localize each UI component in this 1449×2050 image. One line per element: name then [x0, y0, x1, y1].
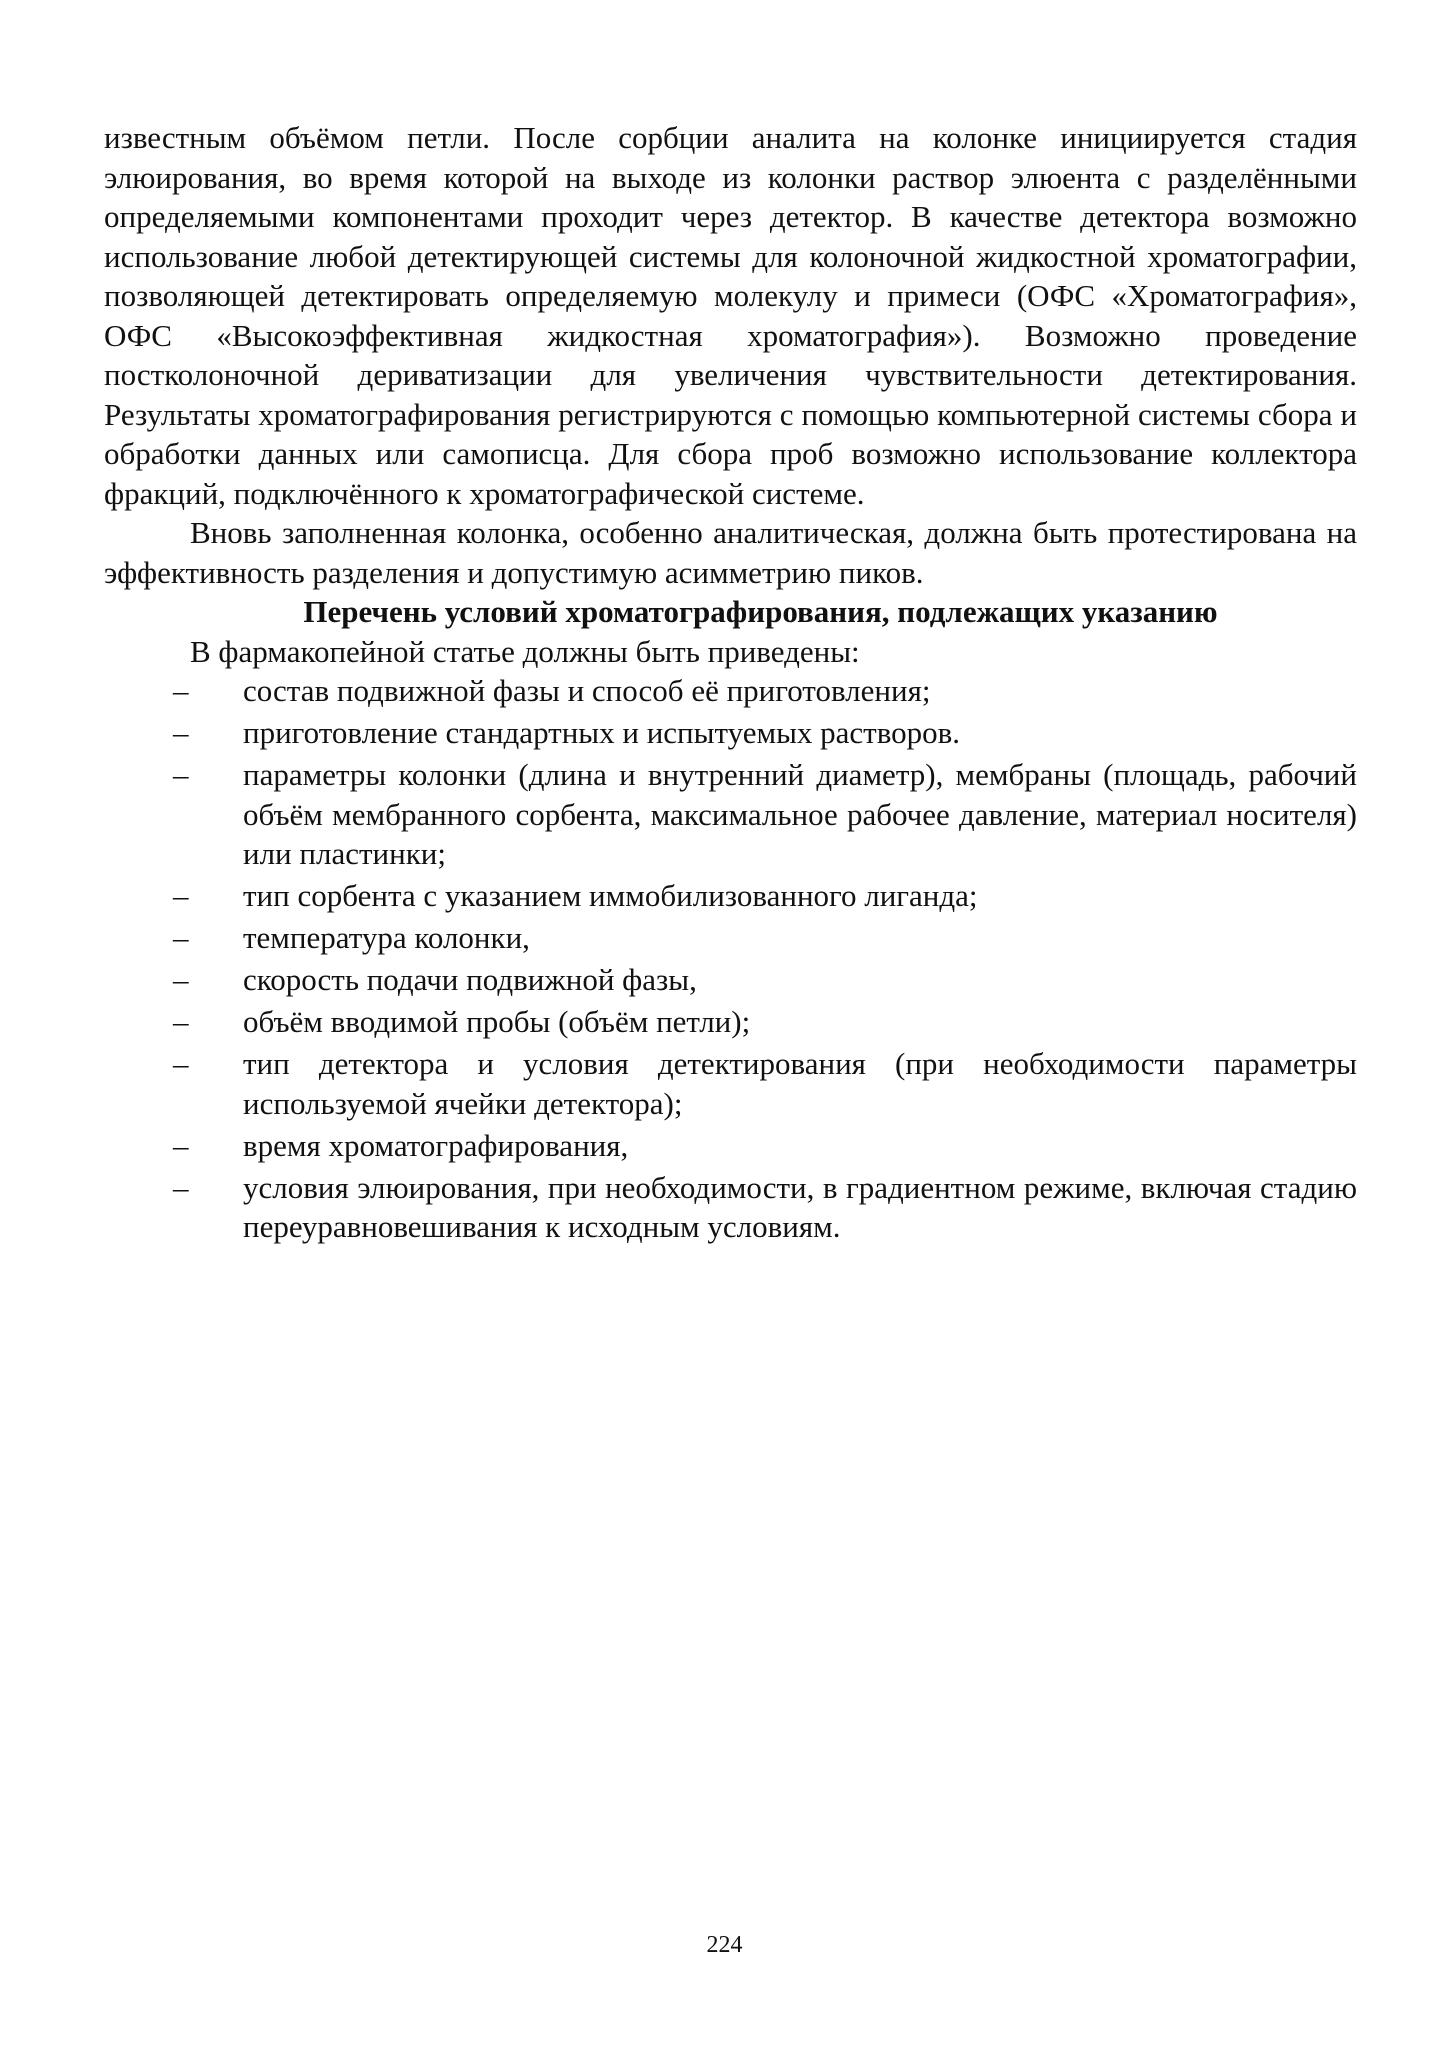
- dash-bullet: –: [173, 1169, 189, 1205]
- list-item: [104, 713, 1357, 753]
- dash-bullet: –: [173, 920, 189, 955]
- list-item: [104, 876, 1357, 916]
- list-item-text: состав подвижной фазы и способ её приготовления;: [243, 673, 931, 708]
- list-item-text: тип детектора и условия детектирования (при необходимости параметры используемой ячейки детектора);: [243, 1046, 1357, 1121]
- list-item-text: объём вводимой пробы (объём петли);: [243, 1004, 751, 1039]
- list-item-text: время хроматографирования,: [243, 1127, 629, 1163]
- list-item-text: параметры колонки (длина и внутренний диаметр), мембраны (площадь, рабочий объём мембранного сорбента, максимальное рабочее давление, материал носителя) или пластинки;: [243, 757, 1357, 871]
- dash-bullet: –: [173, 1127, 189, 1163]
- list-item: [104, 1044, 1357, 1123]
- conditions-list: [104, 671, 1357, 1247]
- list-item: [104, 1126, 1357, 1166]
- paragraph-column-testing: Вновь заполненная колонка, особенно аналитическая, должна быть протестирована на эффективность разделения и допустимую асимметрию пиков.: [104, 515, 1357, 590]
- paragraph-elution: известным объёмом петли. После сорбции аналита на колонке инициируется стадия элюирования, во время которой на выходе из колонки раствор элюента с разделёнными определяемыми компонентами проходит через детектор. В качестве детектора возможно использование любой детектирующей системы для колоночной жидкостной хроматографии, позволяющей детектировать определяемую молекулу и примеси (ОФС «Хроматография», ОФС «Высокоэффективная жидкостная хроматография»). Возможно проведение постколоночной дериватизации для увеличения чувствительности детектирования. Результаты хроматографирования регистрируются с помощью компьютерной системы сбора и обработки данных или самописца. Для сбора проб возможно использование коллектора фракций, подключённого к хроматографической системе.: [104, 120, 1357, 511]
- section-heading: Перечень условий хроматографирования, подлежащих указанию: [303, 594, 1218, 629]
- list-item: [104, 1002, 1357, 1042]
- list-item-text: температура колонки,: [243, 920, 530, 955]
- list-item-text: тип сорбента с указанием иммобилизованного лиганда;: [243, 878, 978, 913]
- dash-bullet: –: [173, 715, 189, 750]
- list-item: [104, 755, 1357, 874]
- list-item: [104, 960, 1357, 1000]
- list-item: [104, 1168, 1357, 1247]
- list-item-text: приготовление стандартных и испытуемых растворов.: [243, 715, 961, 750]
- list-item: [104, 671, 1357, 711]
- list-intro: В фармакопейной статье должны быть приведены:: [190, 633, 860, 669]
- dash-bullet: –: [173, 962, 189, 997]
- list-item: [104, 918, 1357, 958]
- dash-bullet: –: [173, 1046, 189, 1081]
- document-page: [104, 118, 1357, 1249]
- dash-bullet: –: [173, 757, 189, 792]
- dash-bullet: –: [173, 878, 189, 913]
- list-item-text: скорость подачи подвижной фазы,: [243, 962, 697, 997]
- list-item-text: условия элюирования, при необходимости, в градиентном режиме, включая стадию переуравновешивания к исходным условиям.: [243, 1169, 1357, 1244]
- page-number: 224: [706, 1932, 743, 1958]
- dash-bullet: –: [173, 1004, 189, 1039]
- dash-bullet: –: [173, 673, 189, 708]
